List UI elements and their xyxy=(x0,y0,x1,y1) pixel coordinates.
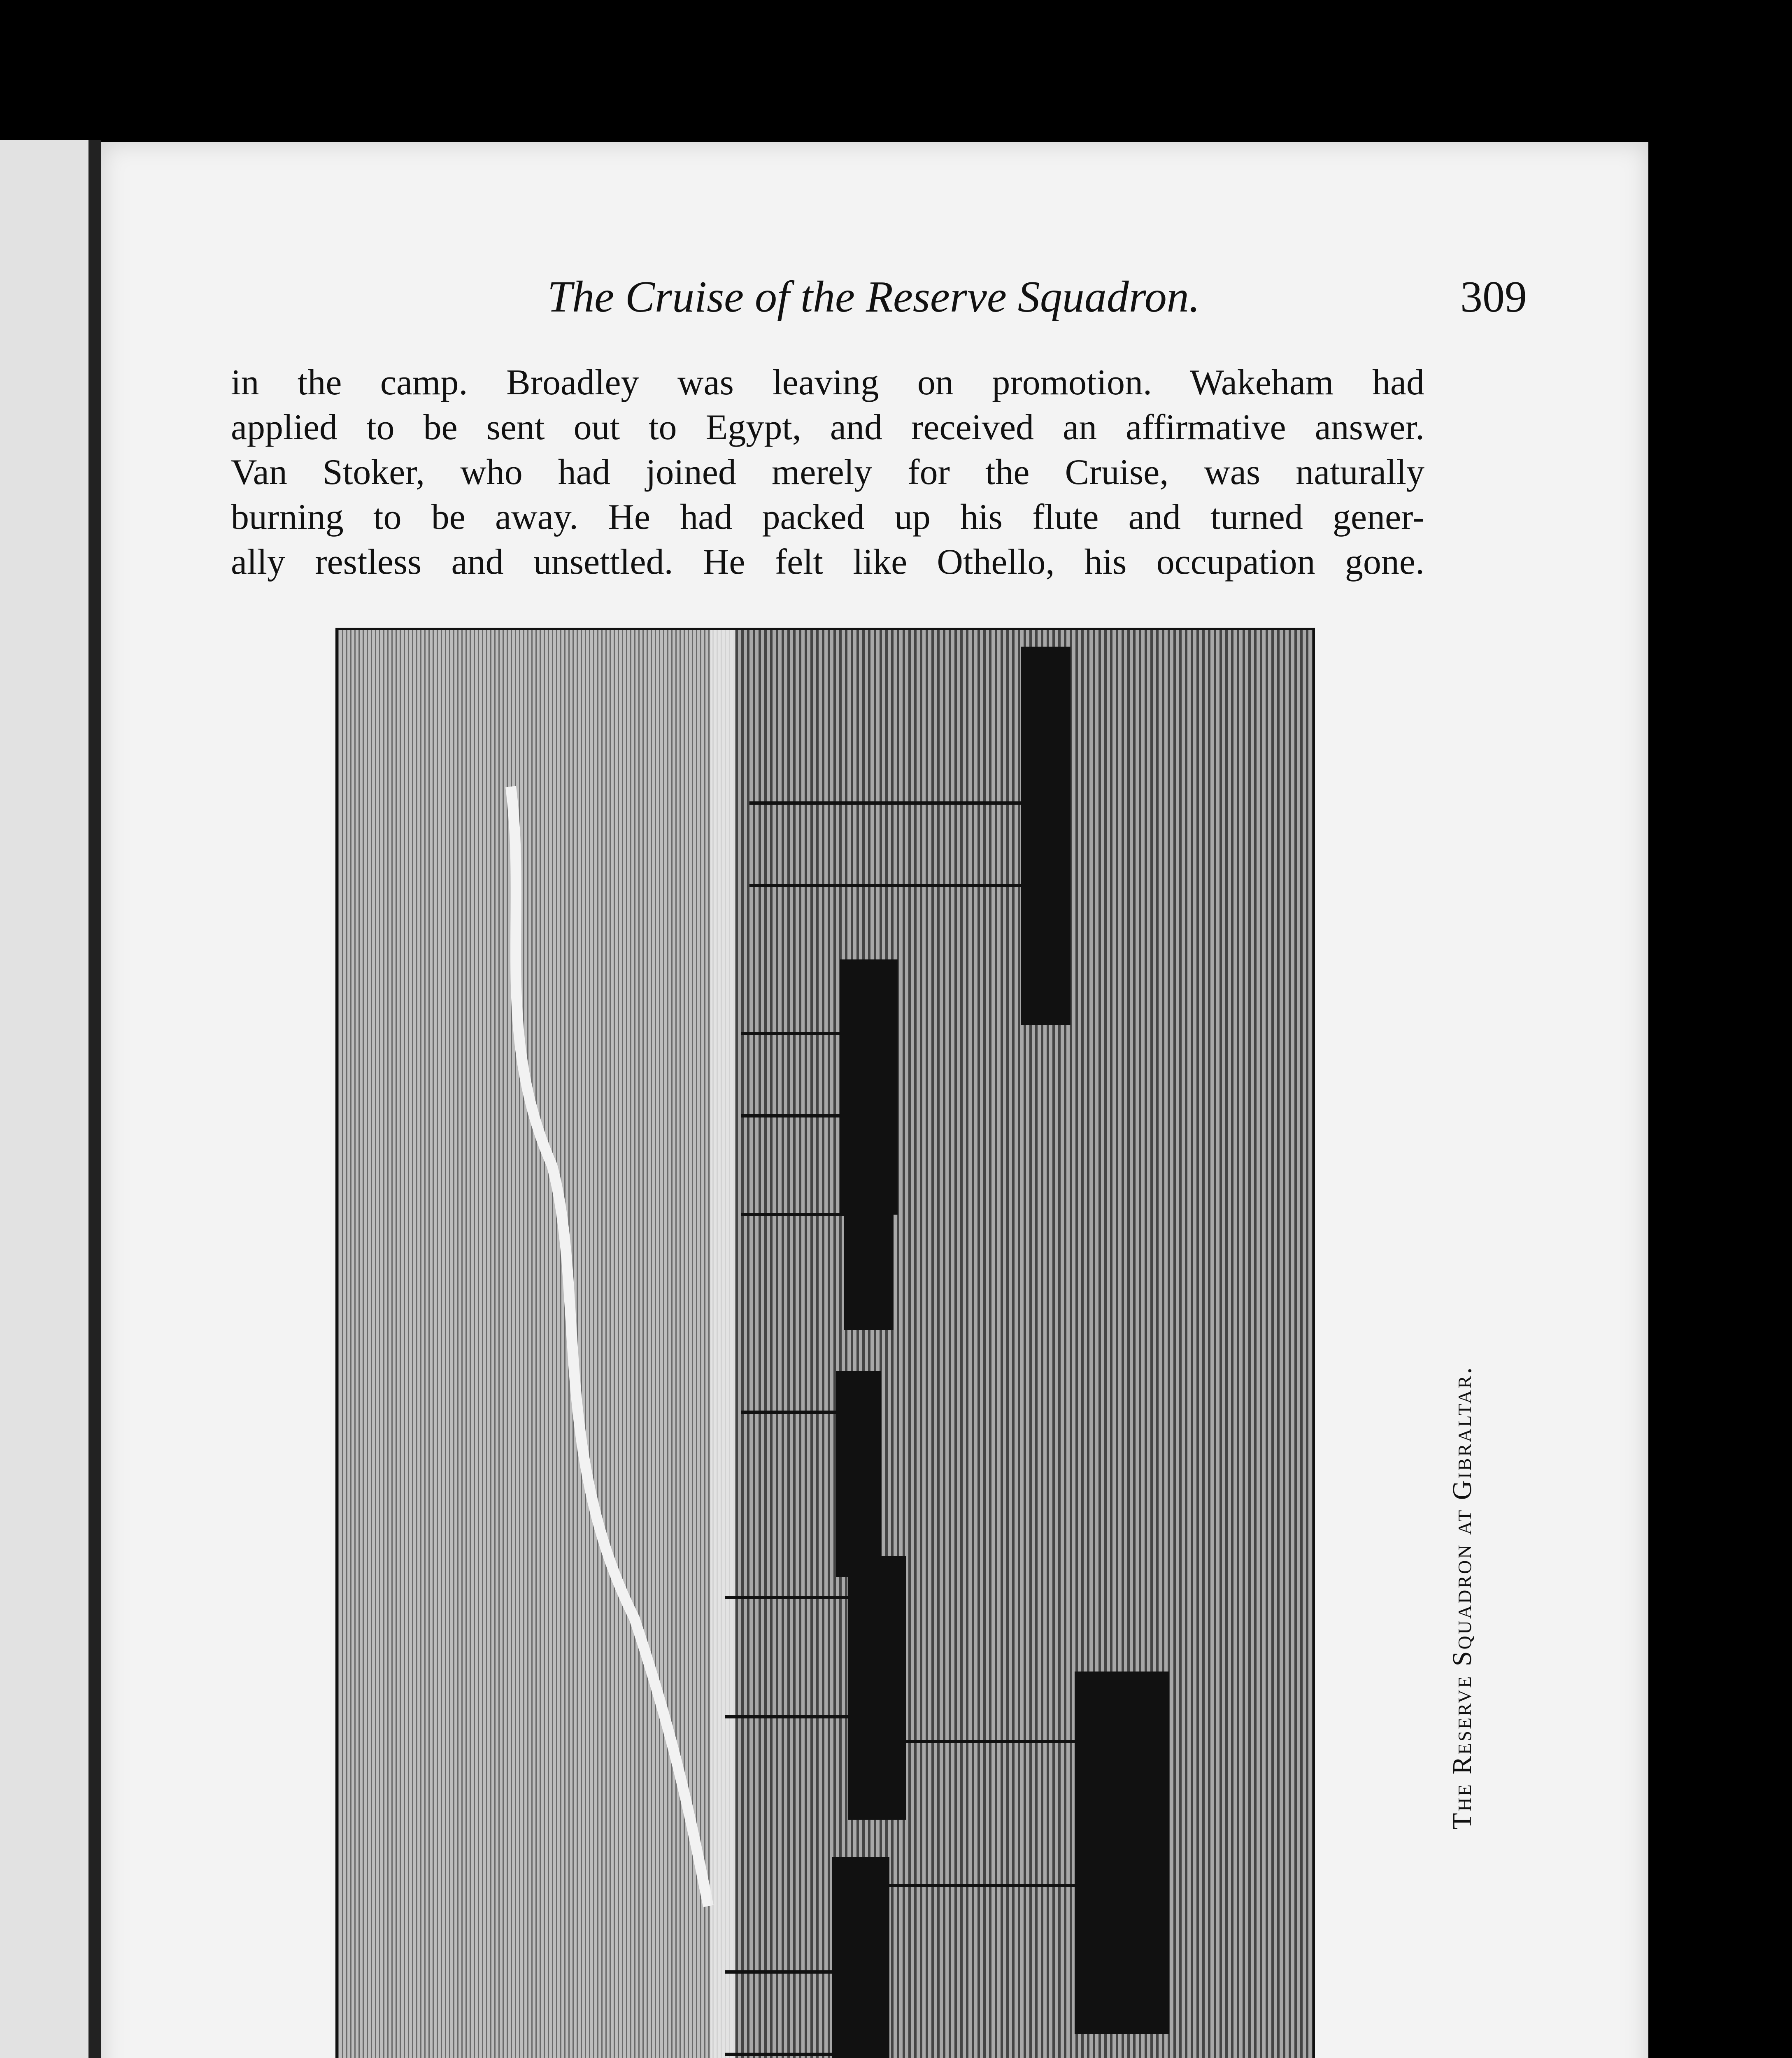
running-head-title: The Cruise of the Reserve Squadron. xyxy=(547,272,1200,321)
book-page xyxy=(101,142,1648,2058)
text-line: in the camp. Broadley was leaving on promotion. Wakeham had xyxy=(231,363,1424,403)
text-line: Van Stoker, who had joined merely for the Cruise, was naturally xyxy=(231,452,1424,492)
text-line: applied to be sent out to Egypt, and received an affirmative answer. xyxy=(231,407,1424,447)
illustration-caption: The Reserve Squadron at Gibraltar. xyxy=(1447,1366,1477,1830)
paragraph-top xyxy=(231,360,1424,584)
text-line: burning to be away. He had packed up his flute and turned gener- xyxy=(231,497,1424,537)
engraving-drawing xyxy=(338,630,1313,2058)
squadron-engraving xyxy=(335,628,1315,2058)
text-line: ally restless and unsettled. He felt like Othello, his occupation gone. xyxy=(231,542,1424,582)
page-number: 309 xyxy=(1460,272,1527,321)
horizon-band xyxy=(710,630,735,2058)
running-head xyxy=(547,272,1527,329)
adjacent-page-edge xyxy=(0,140,101,2058)
sky-area xyxy=(338,630,733,2058)
